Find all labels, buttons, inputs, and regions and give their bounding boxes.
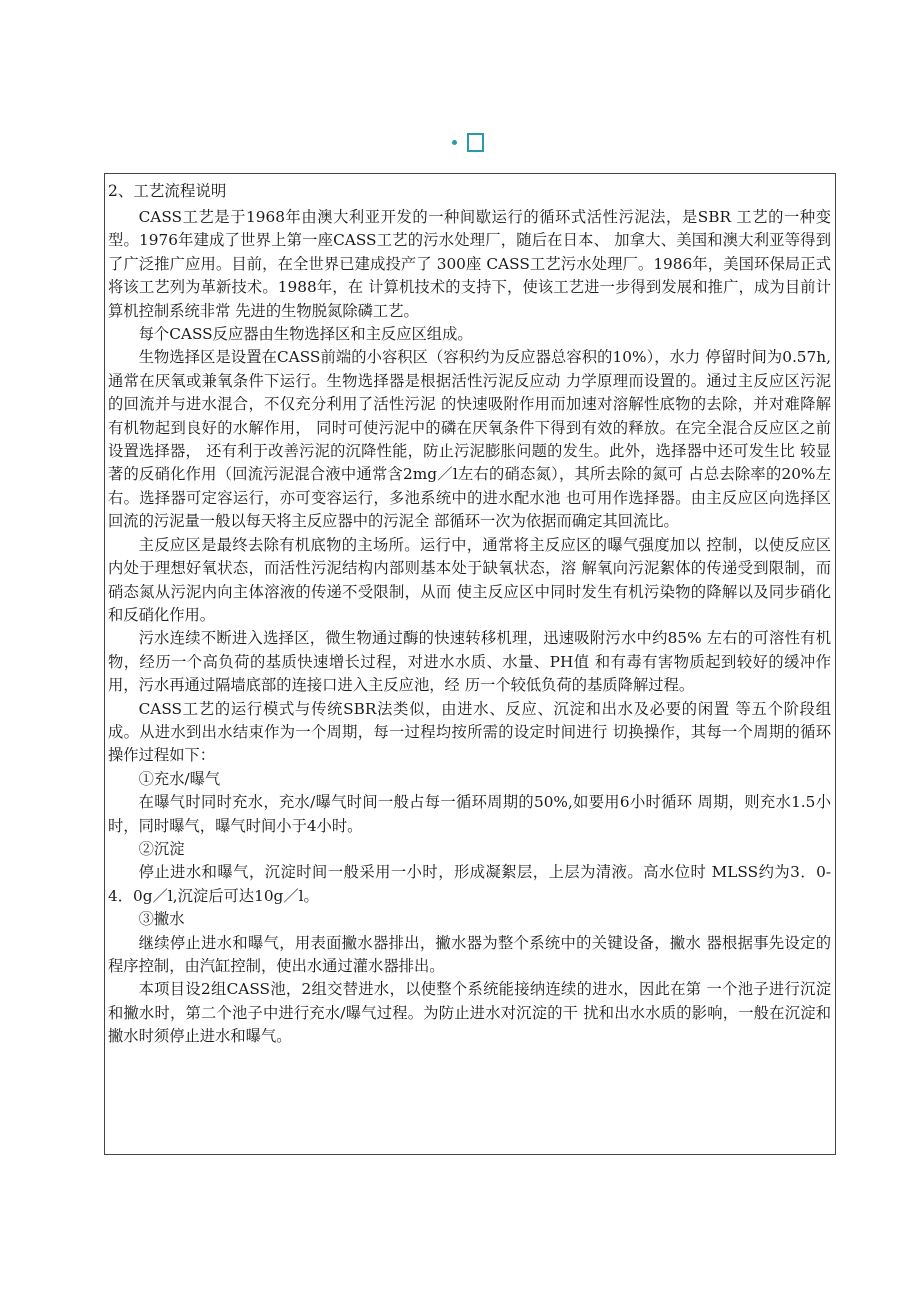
- square-icon: [467, 133, 484, 152]
- paragraph-reactor-composition: 每个CASS反应器由生物选择区和主反应区组成。: [138, 325, 473, 344]
- paragraph-operation-mode: CASS工艺的运行模式与传统SBR法类似，由进水、反应、沉淀和出水及必要的闲置 等五个阶段组成。从进水到出水结束作为一个周期，每一过程均按所需的设定时间进行 切换操作，其每一个周期的循环操作过程如下：: [108, 699, 831, 765]
- paragraph-cass-intro: CASS工艺是于1968年由澳大利亚开发的一种间歇运行的循环式活性污泥法，是SBR 工艺的一种变型。1976年建成了世界上第一座CASS工艺的污水处理厂，随后在日本、 加拿大、美国和澳大利亚等得到了广泛推广应用。目前，在全世界已建成投产了 300座 CASS工艺污水处理厂。1986年，美国环保局正式将该工艺列为革新技术。1988年，在 计算机技术的支持下，使该工艺进一步得到发展和推广，成为目前计算机控制系统非常 先进的生物脱氮除磷工艺。: [108, 208, 831, 320]
- step1-text: 在曝气时同时充水，充水/曝气时间一般占每一循环周期的50%,如要用6小时循环 周期，则充水1.5小时，同时曝气，曝气时间小于4小时。: [108, 793, 831, 835]
- page-header-mark: [452, 128, 484, 156]
- step3-title: ③撇水: [138, 910, 185, 929]
- paragraph-continuous-inflow: 污水连续不断进入选择区，微生物通过酶的快速转移机理，迅速吸附污水中约85% 左右的可溶性有机物，经历一个高负荷的基质快速增长过程，对进水水质、水量、PH值 和有毒有害物质起到较好的缓冲作用，污水再通过隔墙底部的连接口进入主反应池，经 历一个较低负荷的基质降解过程。: [108, 629, 831, 695]
- document-content-box: [104, 173, 836, 1155]
- step3-text: 继续停止进水和曝气，用表面撇水器排出，撇水器为整个系统中的关键设备，撇水 器根据事先设定的程序控制，由汽缸控制，使出水通过灌水器排出。: [108, 933, 831, 975]
- paragraph-project-setup: 本项目设2组CASS池，2组交替进水，以使整个系统能接纳连续的进水，因此在第 一个池子进行沉淀和撇水时，第二个池子中进行充水/曝气过程。为防止进水对沉淀的干 扰和出水水质的影响，一般在沉淀和撇水时须停止进水和曝气。: [108, 980, 831, 1046]
- section-title: 2、工艺流程说明: [108, 182, 227, 200]
- step2-title: ②沉淀: [138, 839, 185, 858]
- paragraph-main-reaction-zone: 主反应区是最终去除有机底物的主场所。运行中，通常将主反应区的曝气强度加以 控制，以使反应区内处于理想好氧状态，而活性污泥结构内部则基本处于缺氧状态，溶 解氧向污泥絮体的传递受到限制，而硝态氮从污泥内向主体溶液的传递不受限制，从而 使主反应区中同时发生有机污染物的降解以及同步硝化和反硝化作用。: [108, 535, 831, 624]
- dot-icon: [452, 140, 457, 145]
- paragraph-selector-zone: 生物选择区是设置在CASS前端的小容积区（容积约为反应器总容积的10%），水力 停留时间为0.57h,通常在厌氧或兼氧条件下运行。生物选择器是根据活性污泥反应动 力学原理而设置的。通过主反应区污泥的回流并与进水混合，不仅充分利用了活性污泥 的快速吸附作用而加速对溶解性底物的去除，并对难降解有机物起到良好的水解作用， 同时可使污泥中的磷在厌氧条件下得到有效的释放。在完全混合反应区之前设置选择器， 还有利于改善污泥的沉降性能，防止污泥膨胀问题的发生。此外，选择器中还可发生比 较显著的反硝化作用（回流污泥混合液中通常含2mg／l左右的硝态氮），其所去除的氮可 占总去除率的20%左右。选择器可定容运行，亦可变容运行，多池系统中的进水配水池 也可用作选择器。由主反应区向选择区回流的污泥量一般以每天将主反应器中的污泥全 部循环一次为依据而确定其回流比。: [108, 348, 831, 531]
- step1-title: ①充水/曝气: [138, 769, 221, 788]
- step2-text: 停止进水和曝气，沉淀时间一般采用一小时，形成凝絮层，上层为清液。高水位时 MLSS约为3．0-4．0g／l,沉淀后可达10g／l。: [108, 863, 831, 905]
